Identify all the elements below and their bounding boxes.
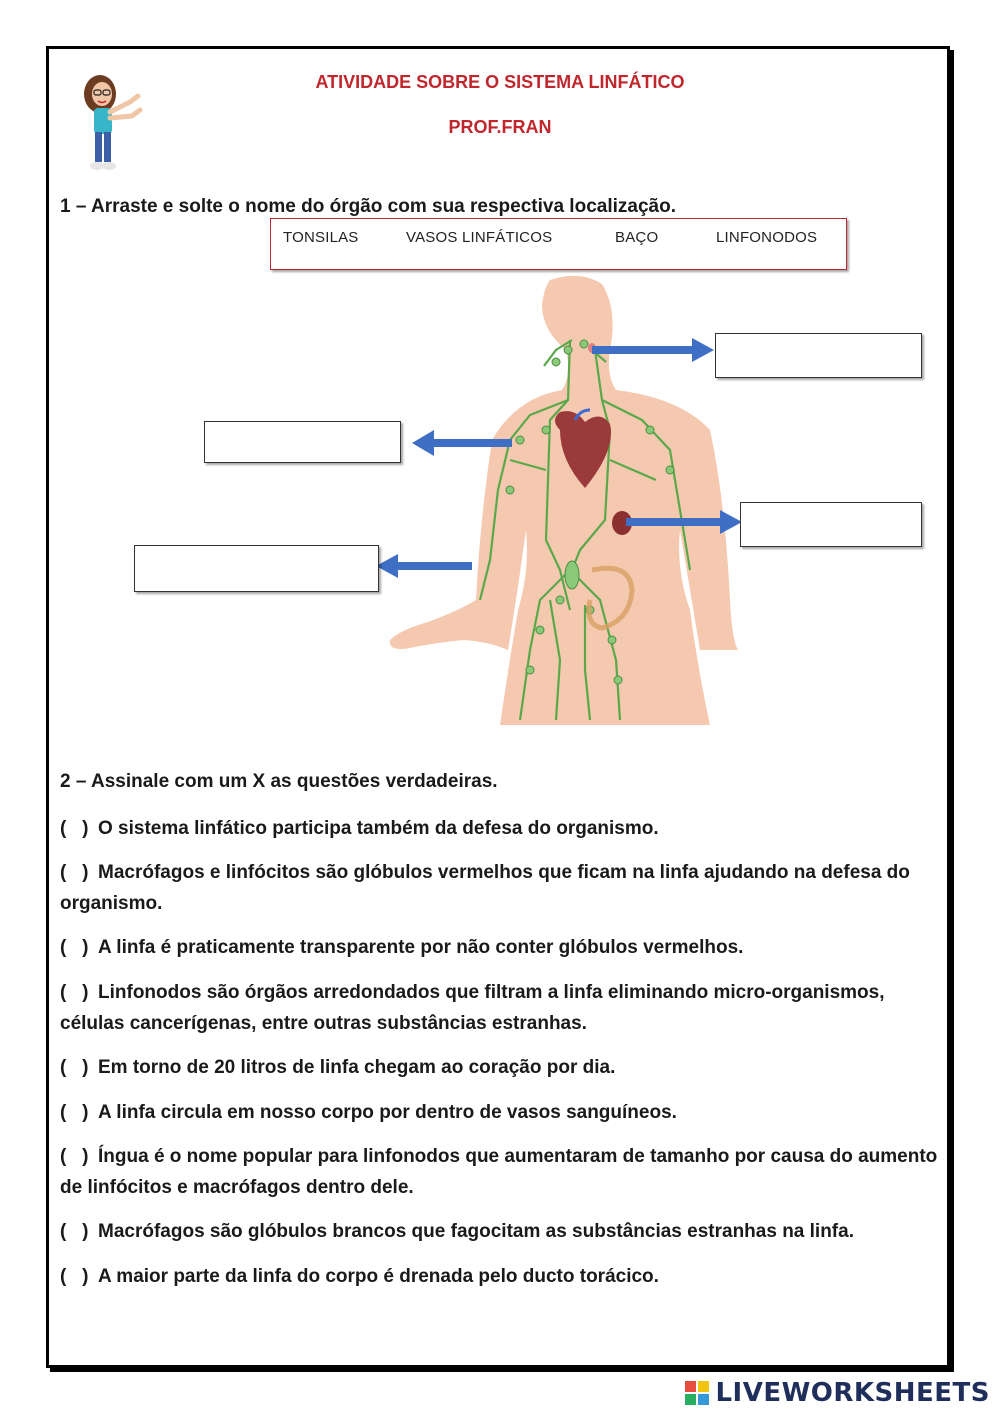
liveworksheets-logo xyxy=(685,1378,990,1408)
statement-3: ( ) A linfa é praticamente transparente por não conter glóbulos vermelhos. xyxy=(60,932,940,963)
statement-2: ( ) Macrófagos e linfócitos são glóbulos vermelhos que ficam na linfa ajudando na defesa do organismo. xyxy=(60,857,940,919)
author-label: PROF.FRAN xyxy=(448,117,552,137)
word-linfonodos[interactable]: LINFONODOS xyxy=(716,229,818,246)
arrow-left-lymph-nodes-icon xyxy=(376,554,472,578)
checkbox-4[interactable]: ( ) xyxy=(60,982,89,1003)
answer-box-nodes[interactable] xyxy=(134,545,379,592)
statement-5: ( ) Em torno de 20 litros de linfa chegam ao coração por dia. xyxy=(60,1052,940,1083)
statement-1: ( ) O sistema linfático participa também da defesa do organismo. xyxy=(60,813,940,844)
answer-box-vessels[interactable] xyxy=(204,421,401,463)
answer-box-spleen[interactable] xyxy=(740,502,922,547)
statement-9: ( ) A maior parte da linfa do corpo é drenada pelo ducto torácico. xyxy=(60,1261,940,1292)
checkbox-7[interactable]: ( ) xyxy=(60,1146,89,1167)
arrow-right-tonsils-icon xyxy=(592,338,714,362)
checkbox-2[interactable]: ( ) xyxy=(60,862,89,883)
statement-4: ( ) Linfonodos são órgãos arredondados que filtram a linfa eliminando micro-organismos, células cancerígenas, entre outras substâncias estranhas. xyxy=(60,977,940,1039)
word-tonsilas[interactable]: TONSILAS xyxy=(283,229,359,246)
checkbox-9[interactable]: ( ) xyxy=(60,1266,89,1287)
checkbox-3[interactable]: ( ) xyxy=(60,937,89,958)
checkbox-8[interactable]: ( ) xyxy=(60,1221,89,1242)
worksheet-title: ATIVIDADE SOBRE O SISTEMA LINFÁTICO xyxy=(315,72,685,92)
liveworksheets-blocks-icon xyxy=(685,1381,709,1405)
answer-box-tonsils[interactable] xyxy=(715,333,922,378)
checkbox-5[interactable]: ( ) xyxy=(60,1057,89,1078)
arrow-left-lymph-vessels-icon xyxy=(412,430,512,456)
word-baco[interactable]: BAÇO xyxy=(615,229,659,246)
word-vasos-linfaticos[interactable]: VASOS LINFÁTICOS xyxy=(406,229,553,246)
statement-7: ( ) Íngua é o nome popular para linfonodos que aumentaram de tamanho por causa do aumento de linfócitos e macrófagos dentro dele. xyxy=(60,1141,940,1203)
statement-6: ( ) A linfa circula em nosso corpo por dentro de vasos sanguíneos. xyxy=(60,1097,940,1128)
word-bank xyxy=(270,218,847,270)
checkbox-1[interactable]: ( ) xyxy=(60,818,89,839)
question-1-prompt: 1 – Arraste e solte o nome do órgão com sua respectiva localização. xyxy=(60,196,676,217)
checkbox-6[interactable]: ( ) xyxy=(60,1102,89,1123)
question-2-prompt: 2 – Assinale com um X as questões verdadeiras. xyxy=(60,771,498,792)
arrow-right-spleen-icon xyxy=(626,510,742,534)
liveworksheets-text: LIVEWORKSHEETS xyxy=(715,1378,990,1408)
statement-8: ( ) Macrófagos são glóbulos brancos que fagocitam as substâncias estranhas na linfa. xyxy=(60,1216,940,1247)
